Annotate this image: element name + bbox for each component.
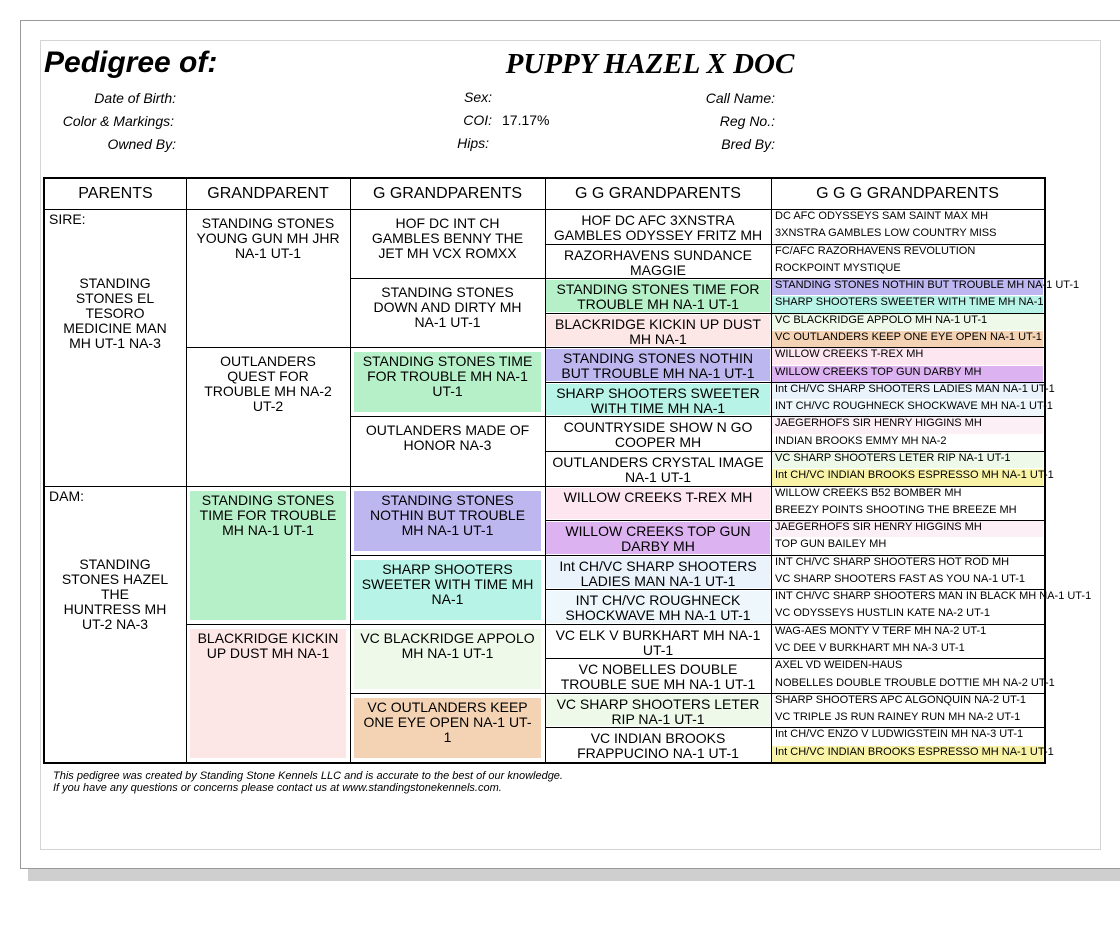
ggg-grandparent-entry: TOP GUN BAILEY MH (775, 538, 887, 551)
ggg-grandparent-entry: VC SHARP SHOOTERS LETER RIP NA-1 UT-1 (772, 452, 1043, 468)
ggg-grandparent-entry: VC SHARP SHOOTERS FAST AS YOU NA-1 UT-1 (775, 572, 1026, 585)
dam-label: DAM: (49, 487, 84, 504)
row-divider (186, 347, 350, 348)
gg-grandparent-entry: WILLOW CREEKS T-REX MH (546, 488, 770, 520)
row-divider (350, 416, 545, 417)
call-name-label: Call Name: (705, 90, 775, 106)
ggg-grandparent-entry: SHARP SHOOTERS SWEETER WITH TIME MH NA-1 (772, 296, 1043, 312)
gg-grandparent-entry: VC SHARP SHOOTERS LETER RIP NA-1 UT-1 (546, 695, 770, 727)
ggg-grandparent-entry: VC TRIPLE JS RUN RAINEY RUN MH NA-2 UT-1 (775, 711, 1021, 724)
reg-no-label: Reg No.: (719, 113, 775, 129)
ggg-grandparent-entry: JAEGERHOFS SIR HENRY HIGGINS MH (772, 521, 1043, 537)
ggg-grandparent-entry: ROCKPOINT MYSTIQUE (775, 261, 901, 274)
g-grandparent-entry: VC BLACKRIDGE APPOLO MH NA-1 UT-1 (354, 629, 541, 689)
gg-grandparent-entry: BLACKRIDGE KICKIN UP DUST MH NA-1 (546, 315, 770, 347)
column-divider (186, 179, 187, 762)
ggg-grandparent-entry: Int CH/VC SHARP SHOOTERS LADIES MAN NA-1 UT-1 (772, 383, 1043, 399)
column-header: G G GRANDPARENTS (575, 185, 741, 202)
ggg-grandparent-entry: INDIAN BROOKS EMMY MH NA-2 (775, 434, 947, 447)
column-header: PARENTS (78, 185, 153, 202)
gg-grandparent-entry: OUTLANDERS CRYSTAL IMAGE NA-1 UT-1 (552, 453, 764, 485)
ggg-grandparent-entry: DC AFC ODYSSEYS SAM SAINT MAX MH (775, 210, 989, 222)
ggg-grandparent-entry: SHARP SHOOTERS APC ALGONQUIN NA-2 UT-1 (775, 693, 1027, 706)
footer-line-2: If you have any questions or concerns please contact us at www.standingstonekennels.com. (53, 782, 502, 794)
row-divider (545, 416, 771, 417)
ggg-grandparent-entry: WAG-AES MONTY V TERF MH NA-2 UT-1 (775, 624, 987, 637)
gg-grandparent-entry: VC INDIAN BROOKS FRAPPUCINO NA-1 UT-1 (577, 730, 739, 762)
dam-name: STANDING STONES HAZEL THE HUNTRESS MH UT-2 NA-3 (61, 555, 169, 632)
gg-grandparent-entry: INT CH/VC ROUGHNECK SHOCKWAVE MH NA-1 UT-1 (546, 591, 770, 623)
column-divider (350, 179, 351, 762)
ggg-grandparent-entry: VC ODYSSEYS HUSTLIN KATE NA-2 UT-1 (775, 607, 990, 620)
ggg-grandparent-entry: NOBELLES DOUBLE TROUBLE DOTTIE MH NA-2 UT-1 (775, 676, 1055, 689)
gg-grandparent-entry: Int CH/VC SHARP SHOOTERS LADIES MAN NA-1 UT-1 (546, 557, 770, 589)
ggg-grandparent-entry: 3XNSTRA GAMBLES LOW COUNTRY MISS (775, 227, 997, 240)
ggg-grandparent-entry: STANDING STONES NOTHIN BUT TROUBLE MH NA-1 UT-1 (772, 279, 1043, 295)
grandparent-entry: STANDING STONES TIME FOR TROUBLE MH NA-1 UT-1 (190, 491, 346, 620)
row-divider (545, 244, 771, 245)
row-divider (545, 589, 771, 590)
footer-line-1: This pedigree was created by Standing Stone Kennels LLC and is accurate to the best of our knowledge. (53, 770, 563, 782)
grandparent-entry: STANDING STONES YOUNG GUN MH JHR NA-1 UT-1 (196, 215, 340, 261)
ggg-grandparent-entry: INT CH/VC ROUGHNECK SHOCKWAVE MH NA-1 UT-1 (772, 400, 1043, 416)
coi-label: COI: (463, 112, 492, 128)
row-divider (545, 520, 771, 521)
g-grandparent-entry: STANDING STONES DOWN AND DIRTY MH NA-1 UT-1 (373, 284, 522, 331)
row-divider (350, 693, 545, 694)
row-divider (545, 624, 771, 625)
column-header: G G G GRANDPARENTS (816, 185, 999, 202)
ggg-grandparent-entry: Int CH/VC INDIAN BROOKS ESPRESSO MH NA-1 UT-1 (772, 746, 1043, 762)
row-divider (545, 555, 771, 556)
gg-grandparent-entry: STANDING STONES TIME FOR TROUBLE MH NA-1 UT-1 (546, 280, 770, 312)
row-divider (545, 451, 771, 452)
g-grandparent-entry: STANDING STONES NOTHIN BUT TROUBLE MH NA-1 UT-1 (354, 491, 541, 551)
ggg-grandparent-entry: JAEGERHOFS SIR HENRY HIGGINS MH (772, 417, 1043, 433)
ggg-grandparent-entry: VC OUTLANDERS KEEP ONE EYE OPEN NA-1 UT-1 (772, 331, 1043, 347)
color-label: Color & Markings: (62, 113, 174, 129)
g-grandparent-entry: STANDING STONES TIME FOR TROUBLE MH NA-1 UT-1 (354, 352, 541, 412)
ggg-grandparent-entry: VC DEE V BURKHART MH NA-3 UT-1 (775, 642, 965, 655)
ggg-grandparent-entry: AXEL VD WEIDEN-HAUS (775, 659, 903, 672)
row-divider (350, 555, 545, 556)
row-divider (350, 486, 545, 487)
pedigree-label: Pedigree of: (44, 46, 218, 79)
row-divider (545, 278, 771, 279)
ggg-grandparent-entry: Int CH/VC ENZO V LUDWIGSTEIN MH NA-3 UT-1 (775, 728, 1024, 741)
gg-grandparent-entry: VC NOBELLES DOUBLE TROUBLE SUE MH NA-1 UT-1 (560, 661, 756, 693)
g-grandparent-entry: SHARP SHOOTERS SWEETER WITH TIME MH NA-1 (354, 560, 541, 620)
ggg-grandparent-entry: INT CH/VC SHARP SHOOTERS MAN IN BLACK MH NA-1 UT-1 (775, 590, 1092, 603)
ggg-grandparent-entry: WILLOW CREEKS TOP GUN DARBY MH (772, 366, 1043, 382)
page-shadow (28, 869, 1120, 881)
ggg-grandparent-entry: WILLOW CREEKS T-REX MH (772, 348, 1043, 364)
row-divider (545, 658, 771, 659)
sire-name: STANDING STONES EL TESORO MEDICINE MAN MH UT-1 NA-3 (63, 275, 167, 351)
sex-label: Sex: (463, 89, 492, 105)
gg-grandparent-entry: VC ELK V BURKHART MH NA-1 UT-1 (555, 626, 761, 658)
bred-by-label: Bred By: (721, 136, 775, 152)
row-divider (45, 486, 186, 487)
dob-label: Date of Birth: (94, 90, 176, 106)
row-divider (350, 347, 545, 348)
column-header: G GRANDPARENTS (372, 185, 523, 202)
g-grandparent-entry: HOF DC INT CH GAMBLES BENNY THE JET MH VCX ROMXX (371, 215, 524, 261)
row-divider (350, 278, 545, 279)
gg-grandparent-entry: WILLOW CREEKS TOP GUN DARBY MH (546, 522, 770, 554)
dog-name-title: PUPPY HAZEL X DOC (505, 48, 795, 80)
owned-label: Owned By: (107, 136, 176, 152)
ggg-grandparent-entry: BREEZY POINTS SHOOTING THE BREEZE MH (775, 503, 1017, 516)
gg-grandparent-entry: HOF DC AFC 3XNSTRA GAMBLES ODYSSEY FRITZ MH (553, 212, 763, 243)
g-grandparent-entry: VC OUTLANDERS KEEP ONE EYE OPEN NA-1 UT-1 (354, 698, 541, 758)
row-divider (545, 313, 771, 314)
ggg-grandparent-entry: WILLOW CREEKS B52 BOMBER MH (775, 486, 962, 499)
gg-grandparent-entry: COUNTRYSIDE SHOW N GO COOPER MH (563, 419, 753, 451)
row-divider (186, 624, 350, 625)
ggg-grandparent-entry: FC/AFC RAZORHAVENS REVOLUTION (775, 244, 976, 257)
row-divider (350, 624, 545, 625)
row-divider (545, 693, 771, 694)
column-header: GRANDPARENT (207, 185, 329, 202)
grandparent-entry: BLACKRIDGE KICKIN UP DUST MH NA-1 (190, 629, 346, 758)
ggg-grandparent-entry: Int CH/VC INDIAN BROOKS ESPRESSO MH NA-1 UT-1 (772, 469, 1043, 485)
ggg-grandparent-entry: INT CH/VC SHARP SHOOTERS HOT ROD MH (775, 555, 1010, 568)
row-divider (186, 486, 350, 487)
ggg-grandparent-entry: VC BLACKRIDGE APPOLO MH NA-1 UT-1 (772, 314, 1043, 330)
row-divider (545, 347, 771, 348)
g-grandparent-entry: OUTLANDERS MADE OF HONOR NA-3 (365, 422, 530, 454)
row-divider (545, 382, 771, 383)
gg-grandparent-entry: SHARP SHOOTERS SWEETER WITH TIME MH NA-1 (546, 384, 770, 416)
hips-label: Hips: (457, 135, 489, 151)
row-divider (545, 727, 771, 728)
pedigree-table (43, 177, 1092, 764)
footer-note (53, 770, 563, 794)
gg-grandparent-entry: RAZORHAVENS SUNDANCE MAGGIE (564, 246, 752, 278)
grandparent-entry: OUTLANDERS QUEST FOR TROUBLE MH NA-2 UT-2 (204, 353, 332, 415)
coi-value: 17.17% (502, 112, 550, 128)
gg-grandparent-entry: STANDING STONES NOTHIN BUT TROUBLE MH NA-1 UT-1 (546, 349, 770, 381)
row-divider (545, 486, 771, 487)
sire-label: SIRE: (49, 211, 86, 227)
